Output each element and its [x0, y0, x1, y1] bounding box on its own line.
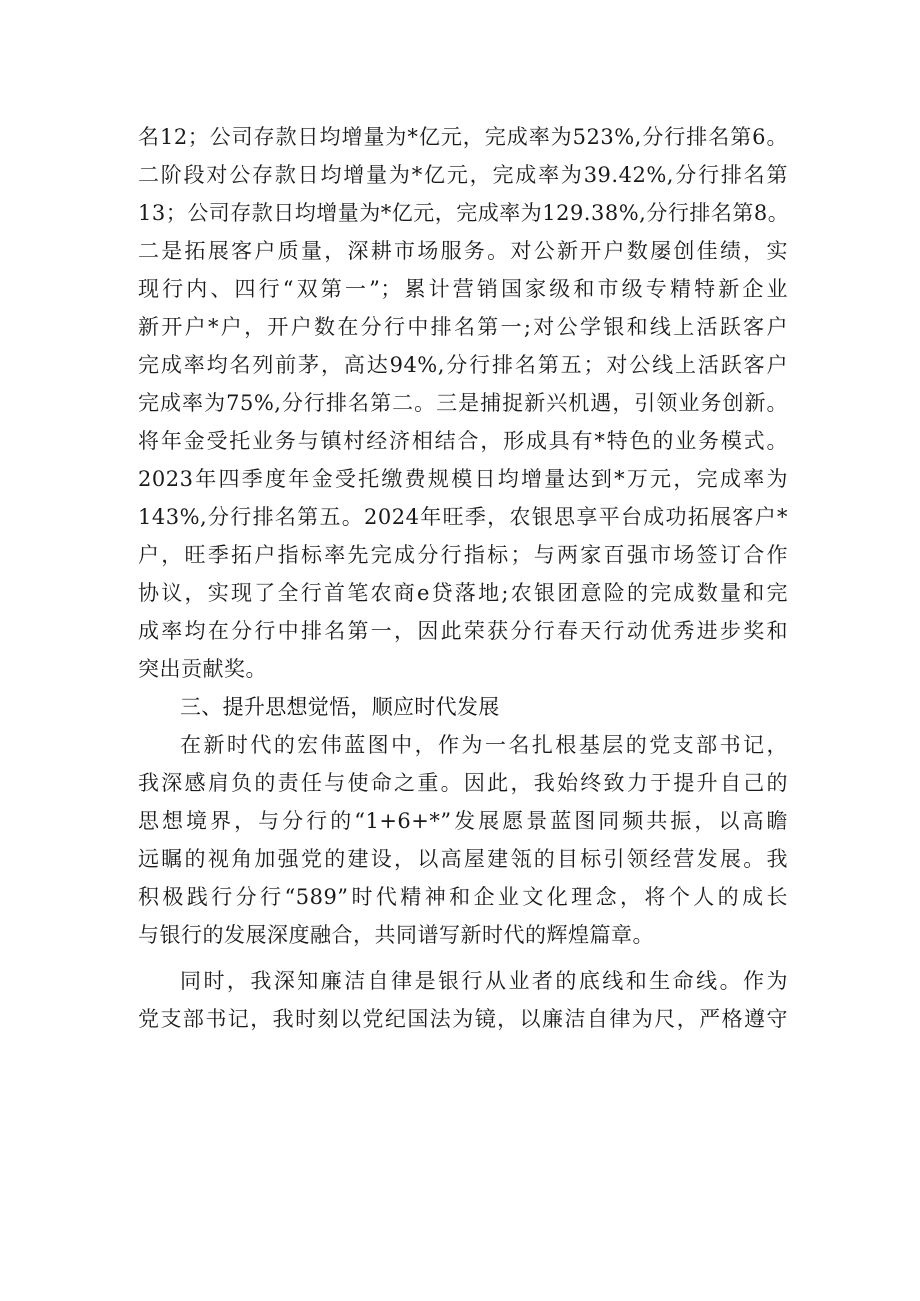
text-line: 远瞩的视角加强党的建设，以高屋建瓴的目标引领经营发展。我 [138, 847, 788, 871]
section-heading: 三、提升思想觉悟，顺应时代发展 [180, 695, 500, 719]
text-line: 完成率为75%,分行排名第二。三是捕捉新兴机遇，引领业务创新。 [138, 391, 788, 415]
paragraph-spacer [138, 954, 788, 962]
document-body [138, 118, 788, 1038]
text-line: 与银行的发展深度融合，共同谱写新时代的辉煌篇章。 [138, 923, 654, 947]
text-line: 现行内、四行“双第一”；累计营销国家级和市级专精特新企业 [138, 277, 788, 301]
text-line: 成率均在分行中排名第一，因此荣获分行春天行动优秀进步奖和 [138, 619, 788, 643]
text-line: 143%,分行排名第五。2024年旺季，农银思享平台成功拓展客户* [138, 505, 788, 529]
text-line: 名12；公司存款日均增量为*亿元，完成率为523%,分行排名第6。 [138, 125, 788, 149]
text-line: 我深感肩负的责任与使命之重。因此，我始终致力于提升自己的 [138, 771, 788, 795]
paragraph-1 [138, 118, 788, 688]
text-line: 13；公司存款日均增量为*亿元，完成率为129.38%,分行排名第8。 [138, 201, 790, 225]
paragraph-2 [138, 726, 788, 954]
text-line: 思想境界，与分行的“1+6+*”发展愿景蓝图同频共振，以高瞻 [138, 809, 788, 833]
text-line: 在新时代的宏伟蓝图中，作为一名扎根基层的党支部书记， [180, 733, 788, 757]
paragraph-3 [138, 962, 788, 1038]
text-line: 户，旺季拓户指标率先完成分行指标；与两家百强市场签订合作 [138, 543, 788, 567]
text-line: 二是拓展客户质量，深耕市场服务。对公新开户数屡创佳绩，实 [138, 239, 788, 263]
text-line: 积极践行分行“589”时代精神和企业文化理念，将个人的成长 [138, 885, 788, 909]
text-line: 新开户*户，开户数在分行中排名第一;对公学银和线上活跃客户 [138, 315, 788, 339]
text-line: 突出贡献奖。 [138, 657, 267, 681]
text-line: 2023年四季度年金受托缴费规模日均增量达到*万元，完成率为 [138, 467, 788, 491]
text-line: 党支部书记，我时刻以党纪国法为镜，以廉洁自律为尺，严格遵守 [138, 1007, 788, 1031]
text-line: 二阶段对公存款日均增量为*亿元，完成率为39.42%,分行排名第 [138, 163, 788, 187]
text-line: 协议，实现了全行首笔农商e贷落地;农银团意险的完成数量和完 [138, 581, 788, 605]
text-line: 完成率均名列前茅，高达94%,分行排名第五；对公线上活跃客户 [138, 353, 788, 377]
text-line: 同时，我深知廉洁自律是银行从业者的底线和生命线。作为 [180, 969, 788, 993]
text-line: 将年金受托业务与镇村经济相结合，形成具有*特色的业务模式。 [138, 429, 788, 453]
